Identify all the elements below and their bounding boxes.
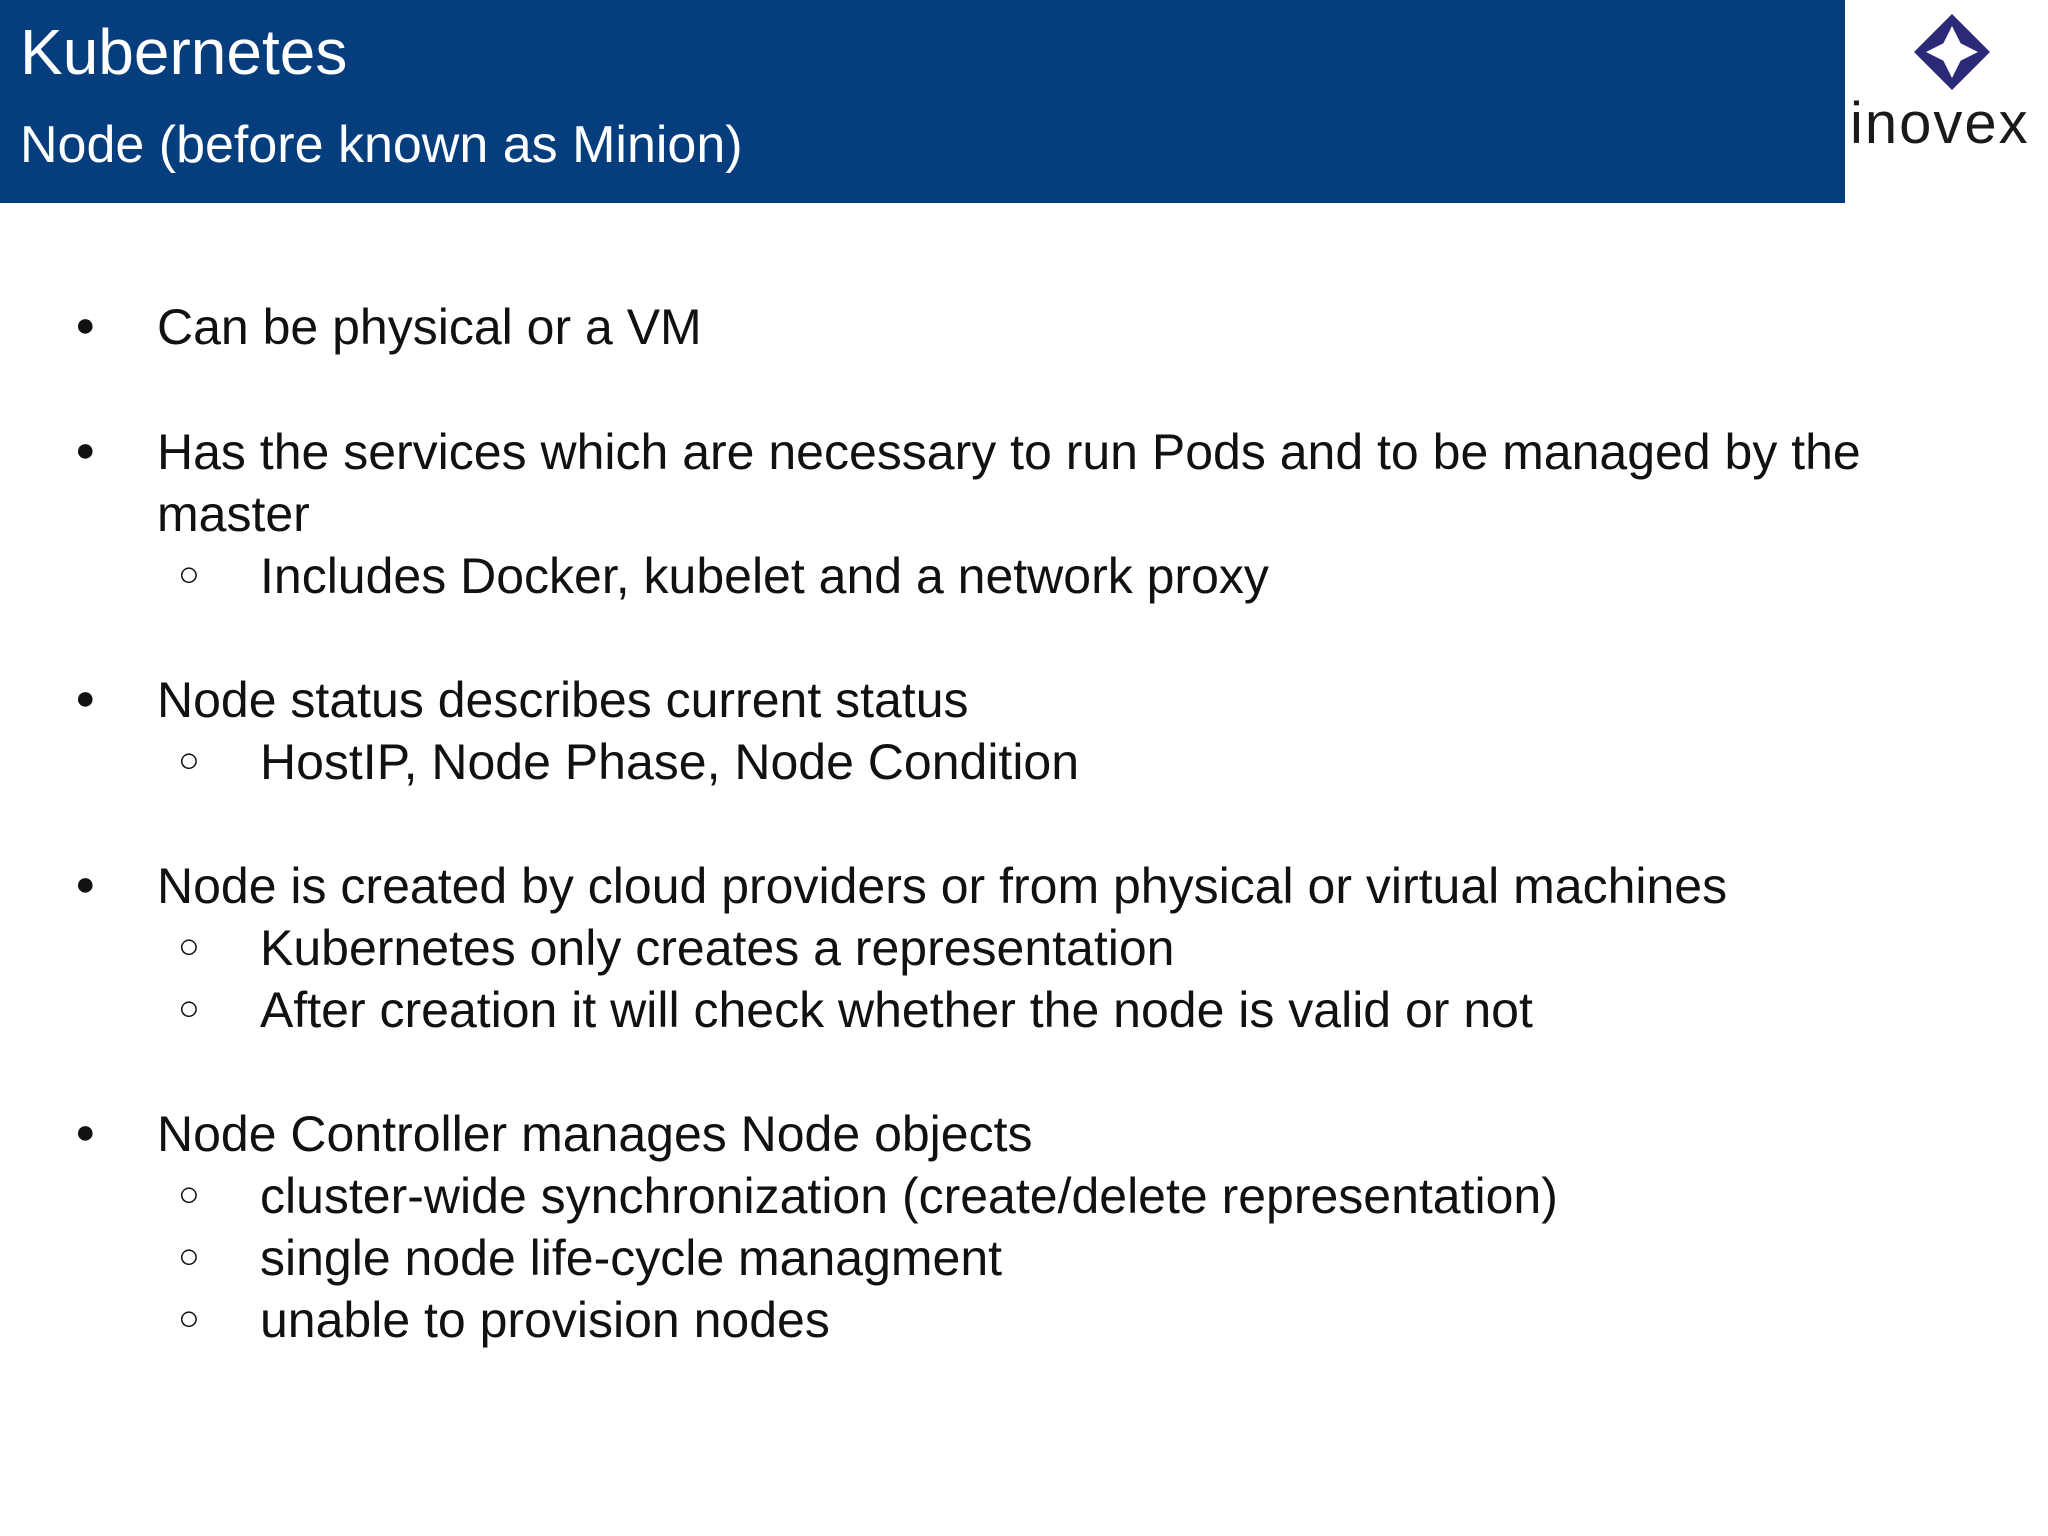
bullet-item: Node Controller manages Node objects [157,1106,1033,1162]
bullet-item: Node status describes current status [157,672,969,728]
sub-bullet-item: unable to provision nodes [260,1292,830,1348]
bullet-marker: ● [75,1113,96,1151]
sub-bullet-item: Includes Docker, kubelet and a network proxy [260,548,1269,604]
sub-bullet-marker: ○ [178,553,200,594]
sub-bullet-marker: ○ [178,925,200,966]
sub-bullet-item: Kubernetes only creates a representation [260,920,1175,976]
slide-header [0,0,1845,203]
bullet-item: Can be physical or a VM [157,299,702,355]
logo-wordmark: inovex [1850,91,2030,156]
bullet-marker: ● [75,679,96,717]
sub-bullet-marker: ○ [178,1173,200,1214]
sub-bullet-marker: ○ [178,1235,200,1276]
sub-bullet-marker: ○ [178,1297,200,1338]
bullet-marker: ● [75,306,96,344]
sub-bullet-item: single node life-cycle managment [260,1230,1003,1286]
inovex-diamond-icon [1912,12,1992,92]
sub-bullet-item: After creation it will check whether the node is valid or not [260,982,1533,1038]
bullet-item: Has the services which are necessary to run Pods and to be managed by the master [157,424,1861,542]
sub-bullet-item: cluster-wide synchronization (create/delete representation) [260,1168,1558,1224]
bullet-marker: ● [75,431,96,469]
sub-bullet-item: HostIP, Node Phase, Node Condition [260,734,1080,790]
slide-title: Kubernetes [20,16,348,88]
sub-bullet-marker: ○ [178,739,200,780]
bullet-item: Node is created by cloud providers or from physical or virtual machines [157,858,1728,914]
slide-subtitle: Node (before known as Minion) [20,116,743,174]
sub-bullet-marker: ○ [178,987,200,1028]
bullet-marker: ● [75,865,96,903]
inovex-logo [1850,10,2048,160]
